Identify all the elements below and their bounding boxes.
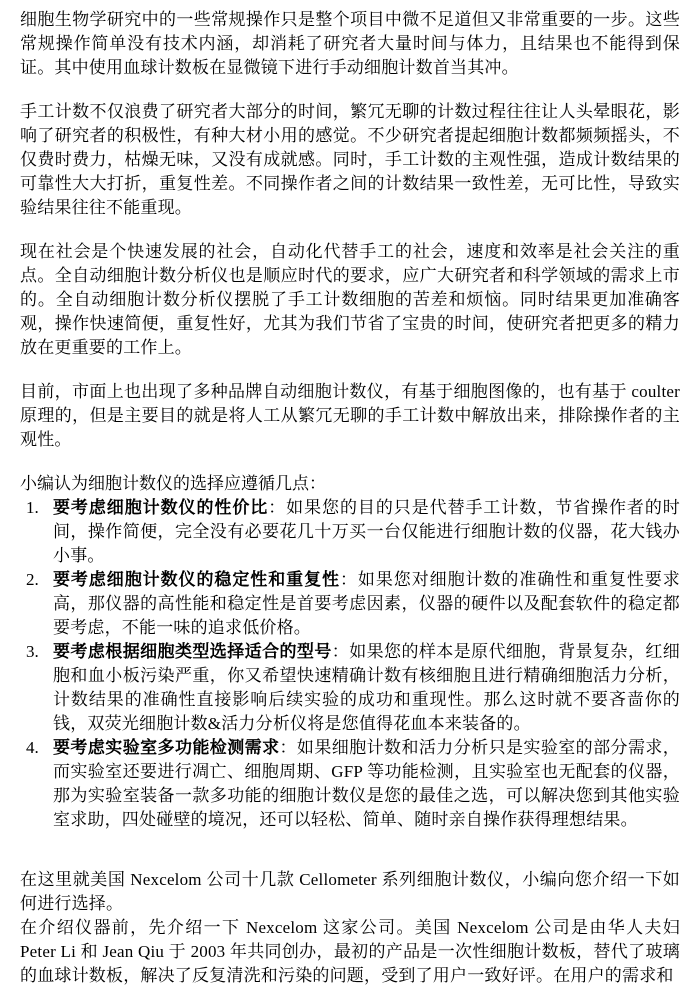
list-item-rest: ：如果您的目的只是代替手工计数，节省操作者的时间，操作简便，完全没有必要花几十万买一台仅能进行细胞计数的仪器，花大钱办小事。 xyxy=(53,498,680,565)
list-item-number: 2. xyxy=(26,570,39,589)
list-item-rest: ：如果细胞计数和活力分析只是实验室的部分需求，而实验室还要进行凋亡、细胞周期、GFP 等功能检测，且实验室也无配套的仪器，那为实验室装备一款多功能的细胞计数仪是您的最佳之选，可以解决您到其他实验室求助，四处碰壁的境况，还可以轻松、简单、随时亲自操作获得理想结果。 xyxy=(53,738,680,829)
list-item-rest: ：如果您对细胞计数的准确性和重复性要求高，那仪器的高性能和稳定性是首要考虑因素，仪器的硬件以及配套软件的稳定都要考虑，不能一味的追求低价格。 xyxy=(53,570,680,637)
list-item-number: 3. xyxy=(26,642,39,661)
list-item-rest: ：如果您的样本是原代细胞，背景复杂，红细胞和血小板污染严重，你又希望快速精确计数有核细胞且进行精确细胞活力分析，计数结果的准确性直接影响后续实验的成功和重现性。那么这时就不要吝啬你的钱，双荧光细胞计数&活力分析仪将是您值得花血本来装备的。 xyxy=(53,642,680,733)
list-item-multifunction-needs xyxy=(20,736,680,832)
list-item-number: 1. xyxy=(26,498,39,517)
list-item-lead: 要考虑细胞计数仪的稳定性和重复性 xyxy=(53,570,340,589)
list-item-text xyxy=(53,496,680,568)
paragraph-nexcelom-history: 在介绍仪器前，先介绍一下 Nexcelom 这家公司。美国 Nexcelom 公司是由华人夫妇 Peter Li 和 Jean Qiu 于 2003 年共同创办，最初的产品是一次性细胞计数板，替代了玻璃的血球计数板，解决了反复清洗和污染的问题，受到了用户一致好评。在用户的需求和 xyxy=(20,918,680,985)
selection-criteria-list xyxy=(20,496,680,832)
paragraph-intro-routine-operations: 细胞生物学研究中的一些常规操作只是整个项目中微不足道但又非常重要的一步。这些常规操作简单没有技术内涵，却消耗了研究者大量时间与体力，且结果也不能得到保证。其中使用血球计数板在显微镜下进行手动细胞计数首当其冲。 xyxy=(20,10,680,77)
paragraph-manual-counting-drawbacks: 手工计数不仅浪费了研究者大部分的时间，繁冗无聊的计数过程往往让人头晕眼花，影响了研究者的积极性，有种大材小用的感觉。不少研究者提起细胞计数都频频摇头，不仅费时费力，枯燥无味，又没有成就感。同时，手工计数的主观性强，造成计数结果的可靠性大大打折，重复性差。不同操作者之间的计数结果一致性差，无可比性，导致实验结果往往不能重现。 xyxy=(20,102,680,217)
paragraph-nexcelom-intro: 在这里就美国 Nexcelom 公司十几款 Cellometer 系列细胞计数仪，小编向您介绍一下如何进行选择。 xyxy=(20,870,680,913)
list-item-stability-repeatability xyxy=(20,568,680,640)
list-item-text xyxy=(53,736,680,832)
list-item-text xyxy=(53,568,680,640)
list-intro: 小编认为细胞计数仪的选择应遵循几点： xyxy=(20,474,326,493)
list-item-cost-performance xyxy=(20,496,680,568)
paragraph-market-overview: 目前，市面上也出现了多种品牌自动细胞计数仪，有基于细胞图像的，也有基于 coulter 原理的，但是主要目的就是将人工从繁冗无聊的手工计数中解放出来，排除操作者的主观性。 xyxy=(20,382,680,449)
list-item-lead: 要考虑根据细胞类型选择适合的型号 xyxy=(53,642,332,661)
list-item-text xyxy=(53,640,680,736)
list-item-cell-type-model xyxy=(20,640,680,736)
list-item-number: 4. xyxy=(26,738,39,757)
paragraph-automation-trend: 现在社会是个快速发展的社会，自动化代替手工的社会，速度和效率是社会关注的重点。全自动细胞计数分析仪也是顺应时代的要求，应广大研究者和科学领域的需求上市的。全自动细胞计数分析仪摆脱了手工计数细胞的苦差和烦恼。同时结果更加准确客观，操作快速简便，重复性好，尤其为我们节省了宝贵的时间，使研究者把更多的精力放在更重要的工作上。 xyxy=(20,242,680,357)
list-item-lead: 要考虑实验室多功能检测需求 xyxy=(53,738,280,757)
list-item-lead: 要考虑细胞计数仪的性价比 xyxy=(53,498,269,517)
